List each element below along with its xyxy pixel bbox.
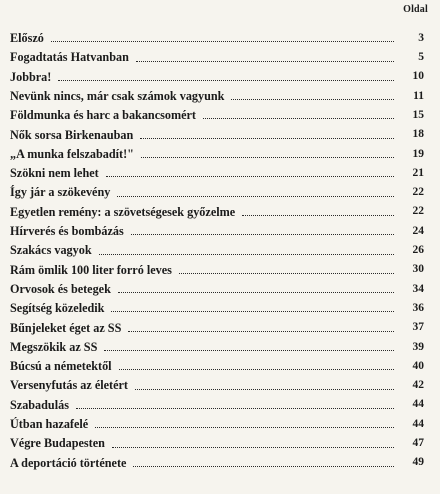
- toc-entry-title: Előszó: [10, 31, 44, 46]
- toc-entry: [10, 237, 424, 256]
- toc-entry: [10, 102, 424, 121]
- dot-leader: [231, 99, 394, 100]
- toc-entry: [10, 314, 424, 333]
- dot-leader: [135, 389, 394, 390]
- toc-entry-page: 47: [412, 437, 424, 450]
- toc-entry-page: 36: [412, 301, 424, 314]
- dot-leader: [51, 41, 394, 42]
- toc-entry: [10, 411, 424, 430]
- page-column-label: Oldal: [403, 4, 428, 15]
- toc-entry-page: 42: [412, 379, 424, 392]
- toc-entry: [10, 450, 424, 469]
- toc-entry-page: 30: [412, 263, 424, 276]
- toc-entry: [10, 64, 424, 83]
- toc-entry-title: Búcsú a németektől: [10, 359, 112, 374]
- toc-entry-page: 49: [412, 456, 424, 469]
- toc-entry-page: 39: [412, 340, 424, 353]
- toc-entry-title: Egyetlen remény: a szövetségesek győzelme: [10, 204, 236, 219]
- dot-leader: [119, 369, 394, 370]
- toc-entry: [10, 430, 424, 449]
- toc-entry-title: „A munka felszabadít!": [10, 146, 134, 161]
- dot-leader: [106, 176, 394, 177]
- dot-leader: [131, 234, 394, 235]
- dot-leader: [128, 331, 394, 332]
- toc-entry-page: 26: [412, 244, 424, 257]
- toc-entry-page: 3: [418, 31, 424, 44]
- toc-entry: [10, 199, 424, 218]
- dot-leader: [141, 157, 394, 158]
- toc-entry-title: Rám ömlik 100 liter forró leves: [10, 262, 172, 277]
- toc-entry-title: Szabadulás: [10, 397, 69, 412]
- dot-leader: [76, 408, 394, 409]
- toc-entry-page: 37: [412, 321, 424, 334]
- dot-leader: [58, 80, 394, 81]
- dot-leader: [117, 196, 394, 197]
- toc-entry-title: Hírverés és bombázás: [10, 224, 124, 239]
- toc-entry: [10, 392, 424, 411]
- toc-entry-title: Szökni nem lehet: [10, 166, 99, 181]
- toc-entry-title: A deportáció története: [10, 455, 127, 470]
- dot-leader: [99, 254, 394, 255]
- dot-leader: [203, 118, 394, 119]
- toc-entry-title: Megszökik az SS: [10, 339, 98, 354]
- dot-leader: [111, 311, 394, 312]
- toc-entry: [10, 141, 424, 160]
- toc-entry: [10, 121, 424, 140]
- dot-leader: [118, 292, 394, 293]
- toc-entry-page: 44: [412, 417, 424, 430]
- toc-entry-page: 15: [412, 108, 424, 121]
- toc-entry: [10, 334, 424, 353]
- dot-leader: [242, 215, 394, 216]
- toc-entry-title: Nők sorsa Birkenauban: [10, 127, 134, 142]
- toc-entry-page: 34: [412, 282, 424, 295]
- toc-entry-title: Így jár a szökevény: [10, 185, 111, 200]
- toc-entry-page: 44: [412, 398, 424, 411]
- dot-leader: [112, 447, 394, 448]
- dot-leader: [136, 61, 394, 62]
- toc-entry-page: 5: [418, 51, 424, 64]
- toc-entry: [10, 44, 424, 63]
- dot-leader: [179, 273, 394, 274]
- toc-entry-page: 21: [412, 166, 424, 179]
- toc-entry-title: Bűnjeleket éget az SS: [10, 320, 122, 335]
- toc-entry: [10, 257, 424, 276]
- toc-entry-title: Jobbra!: [10, 69, 52, 84]
- toc-entry-title: Végre Budapesten: [10, 436, 105, 451]
- toc-entry: [10, 276, 424, 295]
- toc-entry-title: Nevünk nincs, már csak számok vagyunk: [10, 88, 225, 103]
- dot-leader: [133, 466, 394, 467]
- toc-entry-page: 22: [412, 186, 424, 199]
- toc-entry-title: Versenyfutás az életért: [10, 378, 128, 393]
- toc-entry: [10, 295, 424, 314]
- toc-entry: [10, 25, 424, 44]
- toc-entry: [10, 83, 424, 102]
- toc-entry-page: 11: [413, 89, 424, 102]
- toc-entry-page: 24: [412, 224, 424, 237]
- toc-entry-title: Fogadtatás Hatvanban: [10, 50, 129, 65]
- toc-list: [10, 25, 424, 469]
- toc-entry-title: Földmunka és harc a bakancsomért: [10, 108, 196, 123]
- toc-entry: [10, 179, 424, 198]
- toc-entry-page: 18: [412, 128, 424, 141]
- toc-entry-page: 22: [412, 205, 424, 218]
- toc-entry-title: Orvosok és betegek: [10, 281, 111, 296]
- toc-entry: [10, 160, 424, 179]
- toc-entry-page: 10: [412, 70, 424, 83]
- toc-entry: [10, 353, 424, 372]
- toc-entry-page: 19: [412, 147, 424, 160]
- toc-entry-title: Segítség közeledik: [10, 301, 105, 316]
- toc-entry: [10, 218, 424, 237]
- dot-leader: [104, 350, 394, 351]
- toc-entry-page: 40: [412, 359, 424, 372]
- toc-entry-title: Útban hazafelé: [10, 417, 89, 432]
- dot-leader: [140, 138, 394, 139]
- toc-entry: [10, 372, 424, 391]
- dot-leader: [95, 427, 394, 428]
- toc-entry-title: Szakács vagyok: [10, 243, 92, 258]
